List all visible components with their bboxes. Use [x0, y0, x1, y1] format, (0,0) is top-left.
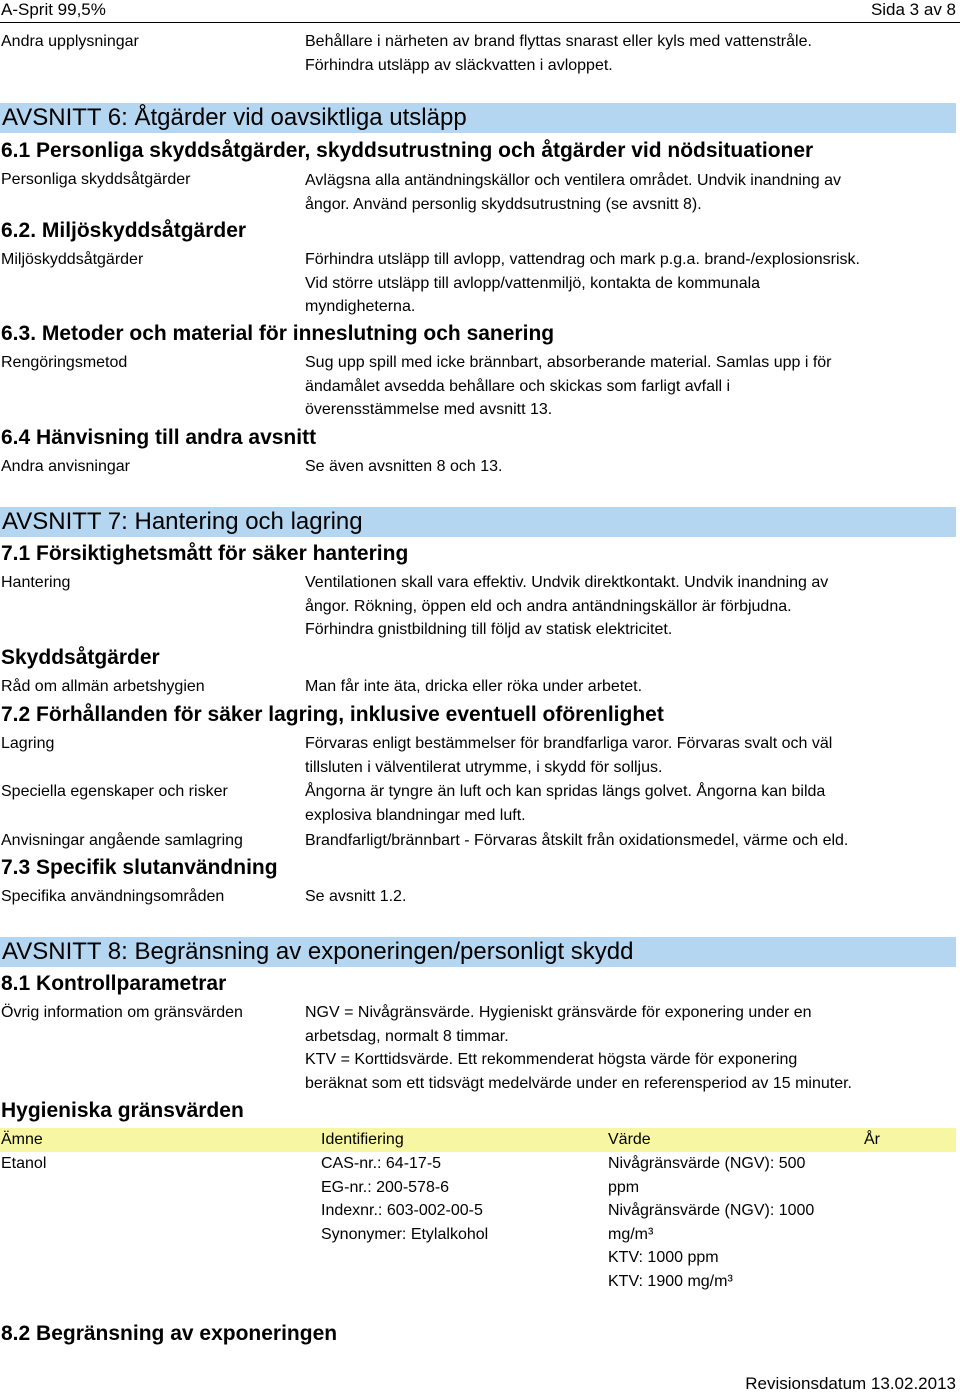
table-header-year: År	[864, 1131, 880, 1148]
environment-value: Förhindra utsläpp till avlopp, vattendrag och mark p.g.a. brand-/explosionsrisk. Vid större utsläpp till avlopp/vattenmiljö, kontakta de kommunala myndigheterna.	[305, 251, 860, 315]
co-storage-value: Brandfarligt/brännbart - Förvaras åtskilt från oxidationsmedel, värme och eld.	[305, 832, 849, 849]
other-info-value: Behållare i närheten av brand flyttas snarast eller kyls med vattenstråle. Förhindra utsläpp av släckvatten i avloppet.	[305, 33, 812, 74]
subsection-6-2-title: 6.2. Miljöskyddsåtgärder	[1, 219, 247, 242]
hygiene-value: Man får inte äta, dricka eller röka under arbetet.	[305, 678, 643, 695]
limits-info-value: NGV = Nivågränsvärde. Hygieniskt gränsvärde för exponering under en arbetsdag, normalt 8 timmar. KTV = Korttidsvärde. Ett rekommenderat högsta värde för exponering beräknat som ett tidsvägt medelvärde under en referensperiod av 15 minuter.	[305, 1004, 852, 1092]
other-references-value: Se även avsnitten 8 och 13.	[305, 458, 503, 475]
handling-label: Hantering	[1, 574, 71, 591]
storage-value: Förvaras enligt bestämmelser för brandfarliga varor. Förvaras svalt och väl tillsluten i välventilerat utrymme, i skydd för solljus.	[305, 735, 833, 776]
subsection-6-4-title: 6.4 Hänvisning till andra avsnitt	[1, 426, 317, 449]
table-cell-value: Nivågränsvärde (NGV): 500 ppm Nivågränsvärde (NGV): 1000 mg/m³ KTV: 1000 ppm KTV: 1900 mg/m³	[608, 1155, 815, 1290]
protective-measures-title: Skyddsåtgärder	[1, 646, 160, 669]
subsection-7-1-title: 7.1 Försiktighetsmått för säker hantering	[1, 542, 409, 565]
subsection-6-3-title: 6.3. Metoder och material för inneslutning och sanering	[1, 322, 555, 345]
section-6-title: AVSNITT 6: Åtgärder vid oavsiktliga utsläpp	[2, 104, 467, 131]
personal-protection-label: Personliga skyddsåtgärder	[1, 171, 191, 188]
storage-label: Lagring	[1, 735, 55, 752]
subsection-7-3-title: 7.3 Specifik slutanvändning	[1, 856, 278, 879]
table-header-substance: Ämne	[1, 1131, 43, 1148]
product-name: A-Sprit 99,5%	[1, 0, 106, 19]
subsection-6-1-title: 6.1 Personliga skyddsåtgärder, skyddsutrustning och åtgärder vid nödsituationer	[1, 139, 814, 162]
table-header-identification: Identifiering	[321, 1131, 404, 1148]
hygienic-limits-title: Hygieniska gränsvärden	[1, 1099, 244, 1122]
cleaning-method-label: Rengöringsmetod	[1, 354, 128, 371]
environment-label: Miljöskyddsåtgärder	[1, 251, 144, 268]
other-info-label: Andra upplysningar	[1, 33, 139, 50]
cleaning-method-value: Sug upp spill med icke brännbart, absorberande material. Samlas upp i för ändamålet avsedda behållare och skickas som farligt avfall i överensstämmelse med avsnitt 13.	[305, 354, 832, 418]
risks-value: Ångorna är tyngre än luft och kan spridas längs golvet. Ångorna kan bilda explosiva blandningar med luft.	[305, 783, 826, 824]
section-7-title: AVSNITT 7: Hantering och lagring	[2, 508, 363, 535]
limits-info-label: Övrig information om gränsvärden	[1, 1004, 243, 1021]
subsection-8-1-title: 8.1 Kontrollparametrar	[1, 972, 227, 995]
table-cell-identification: CAS-nr.: 64-17-5 EG-nr.: 200-578-6 Indexnr.: 603-002-00-5 Synonymer: Etylalkohol	[321, 1155, 489, 1243]
risks-label: Speciella egenskaper och risker	[1, 783, 228, 800]
other-references-label: Andra anvisningar	[1, 458, 130, 475]
co-storage-label: Anvisningar angående samlagring	[1, 832, 243, 849]
page-number: Sida 3 av 8	[870, 0, 956, 19]
header-divider	[0, 22, 960, 23]
revision-date: Revisionsdatum 13.02.2013	[745, 1374, 956, 1393]
hygiene-label: Råd om allmän arbetshygien	[1, 678, 205, 695]
table-header-value: Värde	[608, 1131, 651, 1148]
specific-use-label: Specifika användningsområden	[1, 888, 225, 905]
limits-table-header	[0, 1128, 956, 1152]
subsection-8-2-title: 8.2 Begränsning av exponeringen	[1, 1322, 338, 1345]
handling-value: Ventilationen skall vara effektiv. Undvik direktkontakt. Undvik inandning av ångor. Rökning, öppen eld och andra antändningskällor är förbjudna. Förhindra gnistbildning till följd av statisk elektricitet.	[305, 574, 829, 638]
specific-use-value: Se avsnitt 1.2.	[305, 888, 407, 905]
table-cell-substance: Etanol	[1, 1155, 47, 1172]
subsection-7-2-title: 7.2 Förhållanden för säker lagring, inklusive eventuell oförenlighet	[1, 703, 664, 726]
section-8-title: AVSNITT 8: Begränsning av exponeringen/personligt skydd	[2, 938, 634, 965]
personal-protection-value: Avlägsna alla antändningskällor och ventilera området. Undvik inandning av ångor. Använd personlig skyddsutrustning (se avsnitt 8).	[305, 172, 842, 213]
